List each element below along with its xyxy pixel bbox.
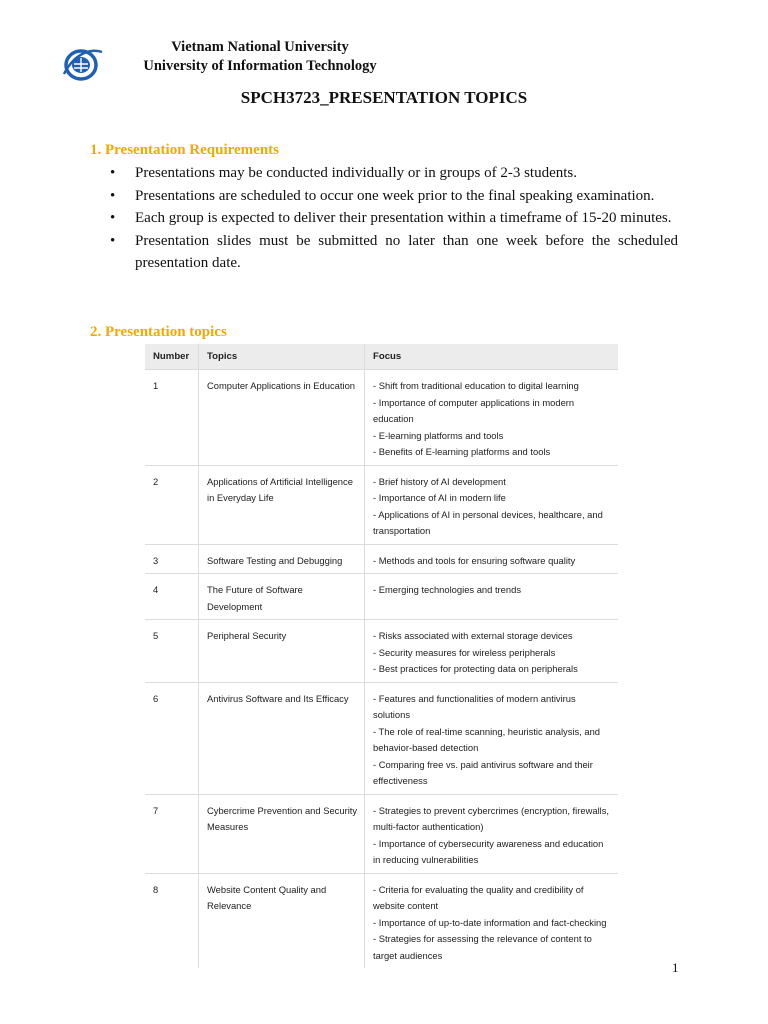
requirements-list	[110, 162, 678, 275]
requirement-text: Presentation slides must be submitted no later than one week before the scheduled presentation date.	[135, 232, 678, 271]
column-header-topics: Topics	[199, 344, 365, 370]
section-heading-requirements: 1. Presentation Requirements	[90, 142, 280, 158]
topic-focus	[365, 574, 619, 620]
table-row	[145, 873, 618, 968]
focus-line: - Features and functionalities of modern antivirus solutions	[373, 692, 576, 720]
topic-title: Software Testing and Debugging	[199, 544, 365, 574]
column-header-number: Number	[145, 344, 199, 370]
focus-line: - Risks associated with external storage devices	[373, 630, 573, 641]
table-row	[145, 370, 618, 466]
topic-focus	[365, 682, 619, 794]
focus-line: - Brief history of AI development	[373, 475, 506, 487]
topic-focus	[365, 794, 619, 873]
column-header-focus: Focus	[365, 344, 619, 370]
topic-focus	[365, 544, 619, 574]
list-item	[110, 162, 678, 185]
focus-line: - Security measures for wireless peripherals	[373, 646, 556, 658]
topic-number: 6	[145, 682, 199, 794]
topic-number: 3	[145, 544, 199, 574]
university-header	[110, 38, 410, 76]
focus-line: - Best practices for protecting data on peripherals	[373, 663, 578, 674]
section-heading-topics: 2. Presentation topics	[90, 324, 227, 340]
topic-title: Cybercrime Prevention and Security Measures	[199, 794, 365, 873]
bullet-icon: •	[110, 187, 116, 204]
topic-number: 4	[145, 574, 199, 620]
focus-line: - Emerging technologies and trends	[373, 584, 522, 595]
topic-title: Website Content Quality and Relevance	[199, 873, 365, 968]
focus-line: - Importance of up-to-date information and fact-checking	[373, 916, 607, 928]
topic-number: 5	[145, 620, 199, 683]
org-line1: Vietnam National University	[171, 39, 349, 55]
table-row	[145, 794, 618, 873]
table-row	[145, 682, 618, 794]
topic-title: Antivirus Software and Its Efficacy	[199, 682, 365, 794]
focus-line: - Criteria for evaluating the quality and credibility of website content	[373, 883, 584, 911]
topic-focus	[365, 620, 619, 683]
topic-focus	[365, 370, 619, 466]
focus-line: - Comparing free vs. paid antivirus software and their effectiveness	[373, 758, 593, 786]
topic-number: 8	[145, 873, 199, 968]
topic-title: The Future of Software Development	[199, 574, 365, 620]
bullet-icon: •	[110, 210, 116, 226]
focus-line: - The role of real-time scanning, heuristic analysis, and behavior-based detection	[373, 725, 601, 753]
topic-title: Peripheral Security	[199, 620, 365, 683]
focus-line: - Benefits of E-learning platforms and tools	[373, 446, 551, 457]
topic-number: 7	[145, 794, 199, 873]
table-row	[145, 465, 618, 544]
page-number: 1	[672, 960, 679, 975]
list-item	[110, 230, 678, 275]
focus-line: - Importance of AI in modern life	[373, 492, 506, 503]
table-row	[145, 574, 618, 620]
topic-title: Computer Applications in Education	[199, 370, 365, 466]
focus-line: - Importance of cybersecurity awareness and education in reducing vulnerabilities	[373, 837, 604, 865]
bullet-icon: •	[110, 165, 116, 181]
topic-number: 2	[145, 465, 199, 544]
university-logo-icon	[60, 44, 104, 84]
focus-line: - E-learning platforms and tools	[373, 429, 504, 441]
topic-focus	[365, 465, 619, 544]
topic-title: Applications of Artificial Intelligence in Everyday Life	[199, 465, 365, 544]
table-row	[145, 620, 618, 683]
topics-table	[145, 344, 618, 968]
bullet-icon: •	[110, 232, 116, 249]
table-row	[145, 544, 618, 574]
requirement-text: Presentations may be conducted individually or in groups of 2-3 students.	[135, 165, 578, 181]
topic-focus	[365, 873, 619, 968]
focus-line: - Importance of computer applications in modern education	[373, 396, 575, 424]
focus-line: - Strategies for assessing the relevance of content to target audiences	[373, 933, 592, 961]
requirement-text: Each group is expected to deliver their presentation within a timeframe of 15-20 minutes.	[135, 210, 672, 226]
focus-line: - Methods and tools for ensuring software quality	[373, 554, 576, 566]
list-item	[110, 185, 678, 208]
focus-line: - Shift from traditional education to digital learning	[373, 380, 579, 391]
focus-line: - Strategies to prevent cybercrimes (encryption, firewalls, multi-factor authentication)	[373, 804, 610, 832]
requirement-text: Presentations are scheduled to occur one week prior to the final speaking examination.	[135, 187, 655, 204]
focus-line: - Applications of AI in personal devices, healthcare, and transportation	[373, 508, 603, 536]
list-item	[110, 207, 678, 230]
topic-number: 1	[145, 370, 199, 466]
org-line2: University of Information Technology	[143, 58, 377, 74]
table-header-row	[145, 344, 618, 370]
page-title: SPCH3723_PRESENTATION TOPICS	[240, 88, 528, 107]
